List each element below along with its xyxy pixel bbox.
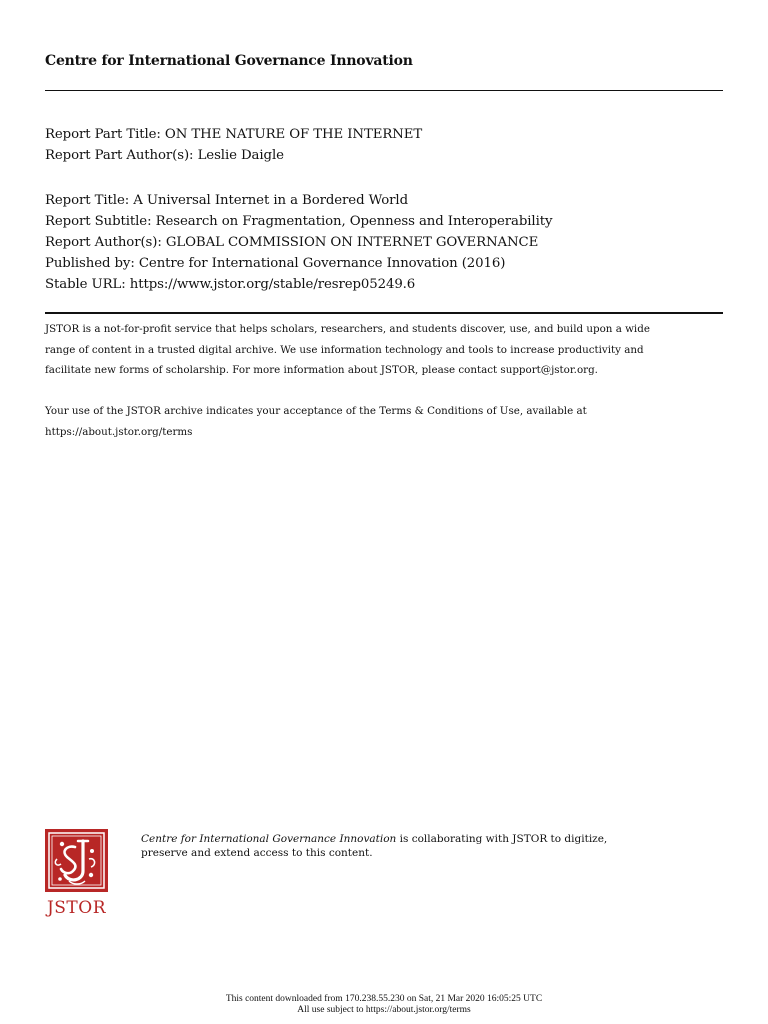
jstor-logo <box>45 829 108 919</box>
jstor-about-notice <box>45 319 725 381</box>
download-footer <box>0 994 768 1016</box>
report-part-block <box>45 124 422 166</box>
about-line: facilitate new forms of scholarship. For more information about JSTOR, please contact support@jstor.org. <box>45 364 598 376</box>
terms-url[interactable]: https://about.jstor.org/terms <box>45 425 193 438</box>
top-divider <box>45 90 723 91</box>
terms-footer: All use subject to https://about.jstor.org/terms <box>297 1005 471 1015</box>
middle-divider <box>45 312 723 314</box>
terms-notice <box>45 401 725 442</box>
about-line: JSTOR is a not-for-profit service that helps scholars, researchers, and students discover, use, and build upon a wide <box>45 323 650 335</box>
report-part-author: Report Part Author(s): Leslie Daigle <box>45 148 284 163</box>
published-by: Published by: Centre for International Governance Innovation (2016) <box>45 256 506 271</box>
report-block <box>45 190 552 295</box>
collaboration-text: is collaborating with JSTOR to digitize, <box>396 833 608 845</box>
jstor-wordmark: JSTOR <box>46 898 107 918</box>
collaboration-line-2: preserve and extend access to this content. <box>141 847 373 859</box>
report-title: Report Title: A Universal Internet in a Bordered World <box>45 193 408 208</box>
report-authors: Report Author(s): GLOBAL COMMISSION ON INTERNET GOVERNANCE <box>45 235 539 250</box>
about-line: range of content in a trusted digital archive. We use information technology and tools to increase productivity and <box>45 343 644 356</box>
collaboration-line <box>141 832 701 846</box>
stable-url[interactable]: Stable URL: https://www.jstor.org/stable/resrep05249.6 <box>45 277 416 292</box>
download-info: This content downloaded from 170.238.55.230 on Sat, 21 Mar 2020 16:05:25 UTC <box>225 994 543 1004</box>
report-subtitle: Report Subtitle: Research on Fragmentation, Openness and Interoperability <box>45 214 553 229</box>
jstor-emblem-icon <box>45 829 108 892</box>
collaboration-statement <box>141 832 701 860</box>
report-part-title: Report Part Title: ON THE NATURE OF THE INTERNET <box>45 127 423 142</box>
publisher-heading: Centre for International Governance Innovation <box>45 53 413 69</box>
collaborating-institution: Centre for International Governance Innovation <box>141 833 397 845</box>
terms-line: Your use of the JSTOR archive indicates your acceptance of the Terms & Conditions of Use, available at <box>45 405 587 417</box>
